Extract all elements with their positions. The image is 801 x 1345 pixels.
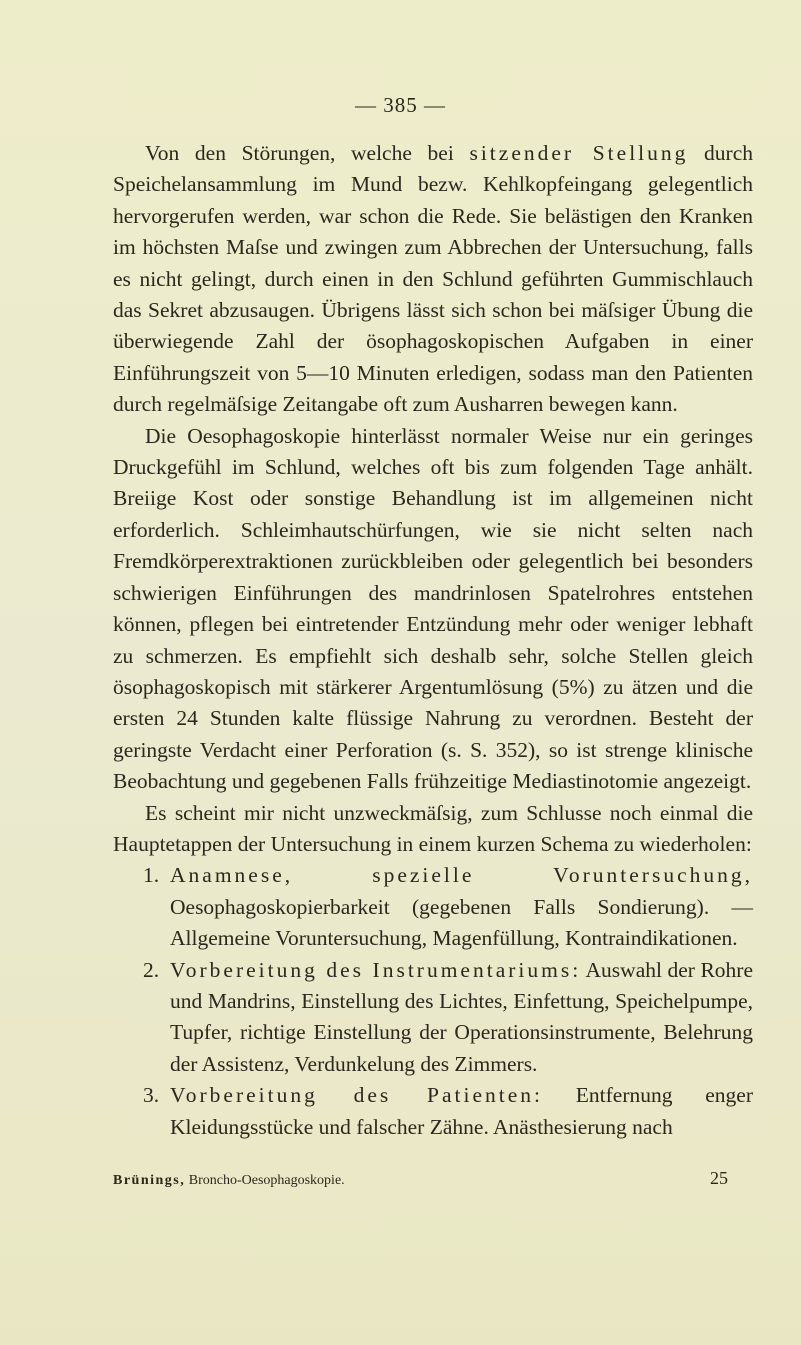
page-number: — 385 —: [355, 93, 446, 117]
list-item-heading: Vorbereitung des Instrumentariums:: [170, 957, 582, 982]
list-item-heading: Anamnese, spezielle Voruntersuchung,: [170, 863, 753, 888]
paragraph-3: Es scheint mir nicht unzweckmäſsig, zum Schlusse noch einmal die Hauptetappen der Untersuchung in einem kurzen Schema zu wiederholen:: [113, 800, 753, 856]
footer-author: Brünings,: [113, 1173, 186, 1188]
list-item: [113, 1080, 753, 1143]
paragraph-1: [113, 138, 753, 421]
body-text: [113, 138, 753, 1143]
page-footer: [113, 1168, 753, 1189]
list-item-number: 2.: [143, 957, 160, 982]
signature-mark: 25: [710, 1168, 728, 1188]
list-item-heading: Vorbereitung des Patienten:: [170, 1083, 544, 1108]
paragraph-1-lead: Von den Störungen, welche bei: [145, 141, 470, 165]
footer-reference: [113, 1173, 345, 1189]
paragraph-1-rest: durch Speichelansammlung im Mund bezw. Kehlkopfeingang gelegentlich hervorgerufen werden, war schon die Rede. Sie belästigen den Kranken im höchsten Maſse und zwingen zum Abbrechen der Untersuchung, falls es nicht gelingt, durch einen in den Schlund geführten Gummischlauch das Sekret abzusaugen. Übrigens lässt sich schon bei mäſsiger Übung die überwiegende Zahl der ösophagoskopischen Aufgaben in einer Einführungszeit von 5—10 Minuten erledigen, sodass man den Patienten durch regelmäſsige Zeitangabe oft zum Ausharren bewegen kann.: [113, 141, 754, 417]
list-item-text: Entfernung enger Kleidungsstücke und falscher Zähne. Anästhesierung nach: [170, 1083, 753, 1139]
list-item-text: Auswahl der Rohre und Mandrins, Einstellung des Lichtes, Einfettung, Speichelpumpe, Tupfer, richtige Einstellung der Operationsinstrumente, Belehrung der Assistenz, Verdunkelung des Zimmers.: [170, 957, 754, 1076]
paragraph-2: Die Oesophagoskopie hinterlässt normaler Weise nur ein geringes Druckgefühl im Schlund, welches oft bis zum folgenden Tage anhält. Breiige Kost oder sonstige Behandlung ist im allgemeinen nicht erforderlich. Schleimhautschürfungen, wie sie nicht selten nach Fremdkörperextraktionen zurückbleiben oder gelegentlich bei besonders schwierigen Einführungen des mandrinlosen Spatelrohres entstehen können, pflegen bei eintretender Entzündung mehr oder weniger lebhaft zu schmerzen. Es empfiehlt sich deshalb sehr, solche Stellen gleich ösophagoskopisch mit stärkerer Argentumlösung (5%) zu ätzen und die ersten 24 Stunden kalte flüssige Nahrung zu verordnen. Besteht der geringste Verdacht einer Perforation (s. S. 352), so ist strenge klinische Beobachtung und gegebenen Falls frühzeitige Mediastinotomie angezeigt.: [113, 423, 753, 794]
list-item-number: 1.: [143, 863, 160, 888]
list-item-text: Oesophagoskopierbarkeit (gegebenen Falls Sondierung). — Allgemeine Voruntersuchung, Magenfüllung, Kontraindikationen.: [170, 894, 753, 951]
list-item: [113, 955, 753, 1081]
list-item-number: 3.: [143, 1083, 160, 1108]
list-item: [113, 860, 753, 954]
footer-title: Broncho-Oesophagoskopie.: [185, 1173, 345, 1188]
paragraph-1-spaced: sitzender Stellung: [469, 141, 689, 165]
schema-list: [113, 860, 753, 1143]
